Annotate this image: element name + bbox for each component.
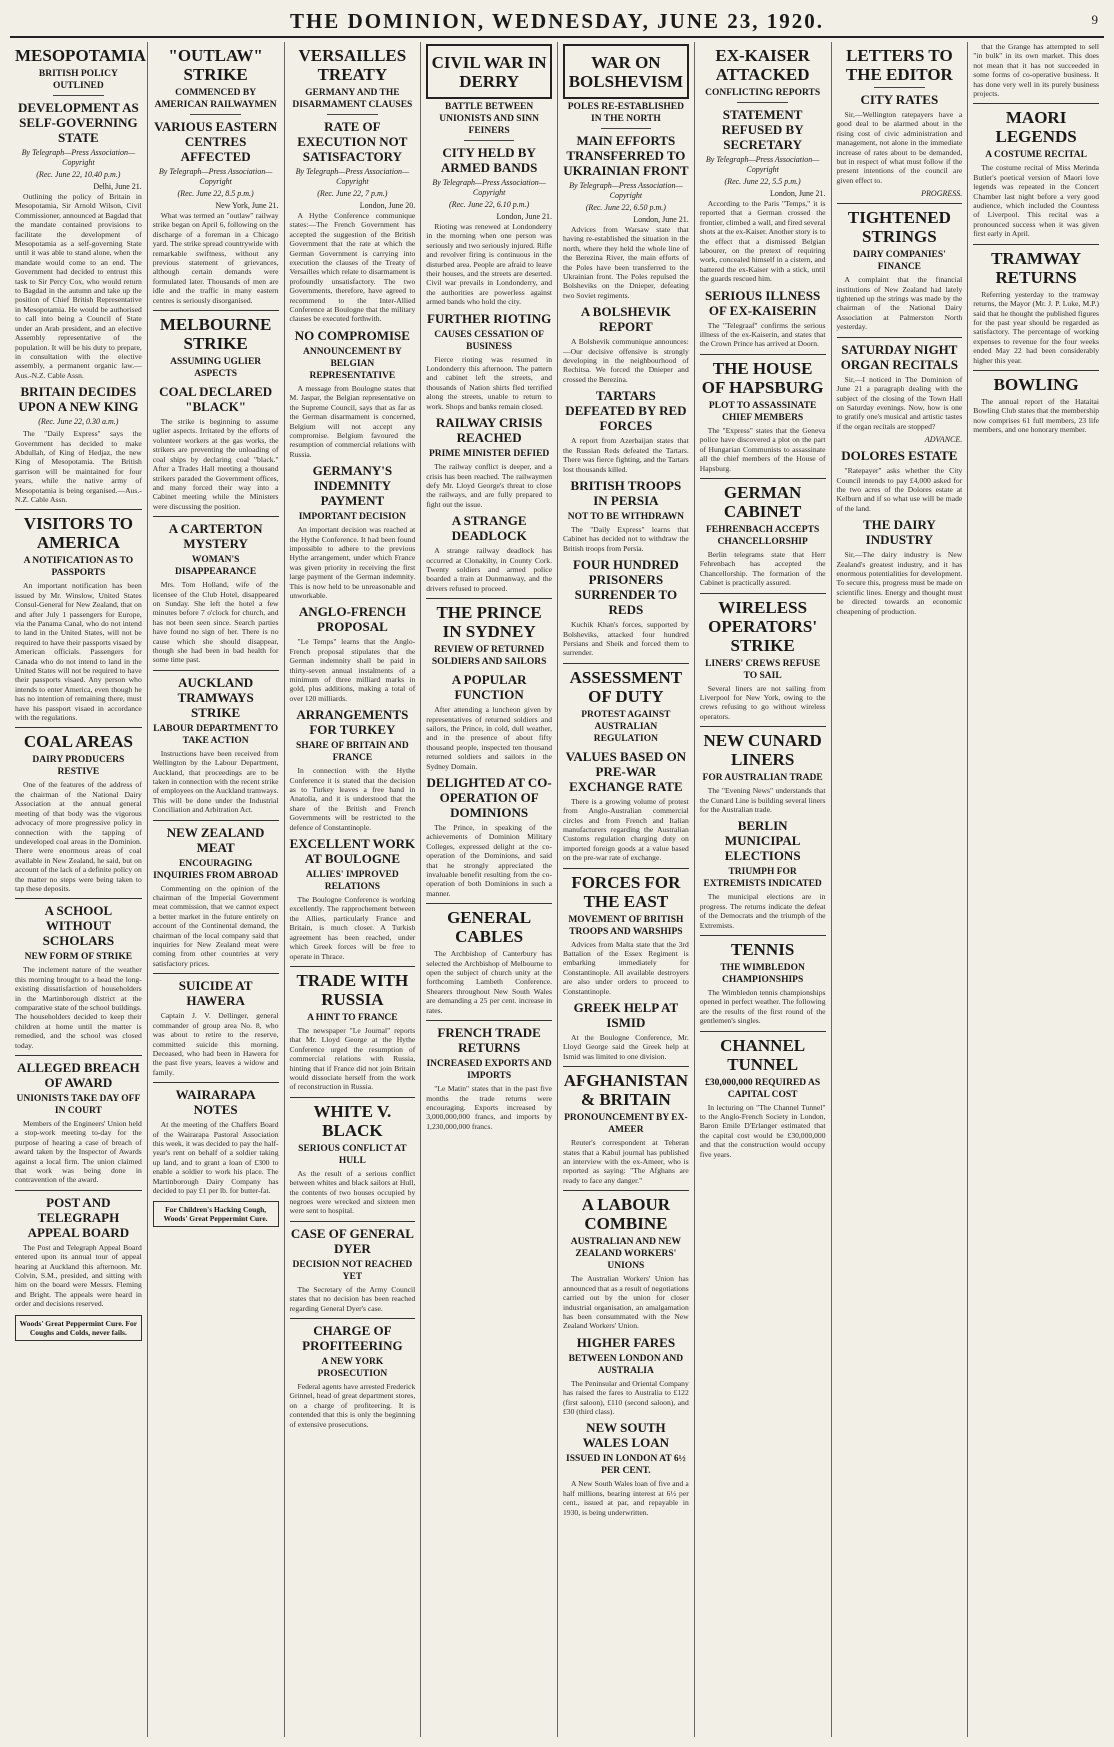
article-body: Advices from Warsaw state that having re-established the situation in the north, where they held the whole line of the Berezina River, the main efforts of the Poles have been transferred to the Ukrainian front. The Poles repulsed the Bolsheviks on the Dnieper, defeating two Soviet regiments. (563, 225, 689, 300)
article-body: The "Daily Express" learns that Cabinet has decided not to withdraw the British troops from Persia. (563, 524, 689, 553)
headline-mesopotamia: MESOPOTAMIA (15, 46, 146, 65)
divider (601, 128, 651, 129)
headline-channel-tunnel: CHANNEL TUNNEL (720, 1035, 806, 1074)
article-body: Kuchik Khan's forces, supported by Bolsheviks, attacked four hundred Persians and Sheik and forced them to surrender. (563, 620, 689, 658)
credit-line: By Telegraph—Press Association—Copyright (705, 155, 820, 174)
article-body: A strange railway deadlock has occurred at Clonakilty, in County Cork. Twenty soldiers and armed police boarded a train at Dunmanway, and the drivers refused to proceed. (426, 546, 552, 593)
divider (290, 1097, 416, 1098)
headline-cooperation-dominions: DELIGHTED AT CO-OPERATION OF DOMINIONS (426, 775, 552, 820)
subhead: GERMANY AND THE DISARMAMENT CLAUSES (292, 88, 413, 110)
divider (153, 516, 279, 517)
subhead: SERIOUS CONFLICT AT HULL (298, 1143, 407, 1166)
divider (563, 868, 689, 869)
divider (153, 820, 279, 821)
subhead: FOR AUSTRALIAN TRADE (702, 773, 823, 784)
headline-berlin-elections: BERLIN MUNICIPAL ELECTIONS (724, 818, 801, 864)
headline-nz-meat: NEW ZEALAND MEAT (166, 824, 265, 855)
headline-afghanistan: AFGHANISTAN & BRITAIN (563, 1071, 689, 1110)
credit-line: By Telegraph—Press Association—Copyright (295, 167, 410, 186)
subhead: A NOTIFICATION AS TO PASSPORTS (23, 556, 134, 579)
letter-body: Sir,—Wellington ratepayers have a good deal to be alarmed about in the rising cost of civic administration and management, not alone in the immediate increase of rates about to be demanded, but in respect of what must follow if the present intentions of the council are given effect to. (836, 110, 963, 185)
headline-tennis: TENNIS (730, 940, 795, 959)
received-time: (Rec. June 22, 6.50 p.m.) (585, 203, 666, 212)
headline-box (426, 44, 552, 99)
headline-tightened-strings: TIGHTENED STRINGS (847, 208, 951, 247)
headline-wireless-strike: WIRELESS OPERATORS' STRIKE (708, 597, 818, 655)
headline-four-hundred: FOUR HUNDRED PRISONERS SURRENDER TO REDS (572, 557, 679, 618)
received-time: (Rec. June 22, 7 p.m.) (317, 189, 388, 198)
subhead: POLES RE-ESTABLISHED IN THE NORTH (567, 102, 684, 124)
headline-box (563, 44, 689, 99)
headline-white-v-black: WHITE V. BLACK (313, 1101, 392, 1140)
headline-profiteering: CHARGE OF PROFITEERING (302, 1323, 403, 1353)
headline-german-cabinet: GERMAN CABINET (723, 482, 802, 521)
headline-school-without-scholars: A SCHOOL WITHOUT SCHOLARS (42, 903, 115, 949)
headline-bowling: BOWLING (993, 374, 1079, 394)
article-body: Referring yesterday to the tramway returns, the Mayor (Mr. J. P. Luke, M.P.) said that he thought the published figures for the past year should be regarded as satisfactory. The percentage of working expenses to revenue for the four weeks ended May 22 had been considerably higher this year. (973, 289, 1099, 365)
article-body: Fierce rioting was resumed in Londonderry this afternoon. The pattern and cabinet left the streets, and thousands of Nation shirts fled terrified along the streets, unable to return to work. Shops and banks remain closed. (426, 354, 552, 411)
subhead: COMMENCED BY AMERICAN RAILWAYMEN (154, 88, 277, 110)
dateline: London, June 21. (769, 189, 826, 198)
subheadline: RATE OF EXECUTION NOT SATISFACTORY (297, 119, 408, 164)
subheadline: COAL DECLARED "BLACK" (159, 384, 273, 415)
divider (290, 966, 416, 967)
received-time: (Rec. June 22, 0.30 a.m.) (38, 417, 119, 427)
headline-war-bolshevism: WAR ON BOLSHEVISM (568, 53, 684, 91)
received-time: (Rec. June 22, 5.5 p.m.) (724, 177, 801, 186)
subhead: £30,000,000 REQUIRED AS CAPITAL COST (705, 1077, 821, 1100)
divider (426, 1020, 552, 1021)
article-body: The Prince, in speaking of the achievements of Dominion Military Colleges, expressed delight at the co-operation of the Dominions, and said that he strongly appreciated the invaluable benefit resulting from the co-operation of both Dominions in such a manner. (426, 823, 552, 898)
letter-signature: ADVANCE. (924, 435, 963, 445)
received-time: (Rec. June 22, 10.40 p.m.) (36, 170, 121, 179)
article-body: According to the Paris "Temps," it is reported that a German crossed the frontier, climbed a wall, and fired several shots at the ex-Kaiser. Another story is to the effect that a dismissed Belgian labourer, on the pretext of requiring work, concealed himself in a cistern, and battered the ex-Kaiser with a stick, until the guards rescued him. (699, 199, 826, 284)
headline-no-compromise: NO COMPROMISE (294, 327, 410, 343)
headline-prince-sydney: THE PRINCE IN SYDNEY (436, 603, 542, 642)
headline-greek-help: GREEK HELP AT ISMID (573, 1000, 679, 1031)
divider (53, 95, 104, 96)
headline-bolshevik-report: A BOLSHEVIK REPORT (580, 304, 671, 335)
article-body: The "Telegraaf" confirms the serious illness of the ex-Kaiserin, and states that the Crown Prince has arrived at Doorn. (699, 320, 826, 349)
article-body: An important decision was reached at the Hythe Conference. It had been found impossible to adhere to the previous Hythe arrangement, under which France was given priority in receiving the first large payment of the German indemnity. This is now held to be unreasonable and unworkable. (289, 525, 416, 600)
subheadline: CITY HELD BY ARMED BANDS (440, 145, 538, 175)
subheadline: VALUES BASED ON PRE-WAR EXCHANGE RATE (565, 748, 687, 794)
headline-boulogne: EXCELLENT WORK AT BOULOGNE (289, 836, 416, 867)
subhead: PRIME MINISTER DEFIED (428, 449, 550, 460)
letter-body: Sir,—I noticed in The Dominion of June 21 a paragraph dealing with the subject of the closing of the Town Hall on Saturday evenings. Now, how is one to gratify one's musical and artistic tastes if the organ recitals are stopped? (836, 374, 963, 431)
headline-coal-areas: COAL AREAS (23, 732, 133, 752)
column-8 (967, 42, 1104, 1737)
headline-troops-persia: BRITISH TROOPS IN PERSIA (570, 477, 682, 508)
divider (700, 478, 826, 479)
headline-letters-editor: LETTERS TO THE EDITOR (845, 46, 953, 84)
article-body: A message from Boulogne states that M. Jaspar, the Belgian representative on the Supreme Council, says that as far as the German disarmament is concerned, Belgium will not accept any compromise. Belgium favoured the resumption of commercial relations with Russia. (289, 383, 416, 459)
dateline: London, June 21. (496, 212, 552, 221)
article-body: The inclement nature of the weather this morning brought to a head the long-existing dissatisfaction of householders in the Martinborough district at the comparative state of the school buildings. The householders decided to keep their children at home until the matter is remedied, and the school was closed today. (15, 965, 142, 1050)
column-3 (284, 42, 421, 1737)
article-body: What was termed an "outlaw" railway strike began on April 6, following on the discharge of a foreman in a Chicago yard. The strike spread countrywide with remarkable swiftness, without any previous statement of grievances, although certain demands were formulated later. Thousands of men are idle and the traffic in many eastern centres is seriously disorganised. (152, 211, 279, 305)
headline-new-king: BRITAIN DECIDES UPON A NEW KING (18, 384, 139, 415)
headline-strange-deadlock: A STRANGE DEADLOCK (451, 513, 527, 544)
advertisement: For Children's Hacking Cough, Woods' Great Peppermint Cure. (153, 1201, 279, 1227)
divider (563, 1066, 689, 1067)
article-body: One of the features of the address of the chairman of the National Dairy Association at the annual general meeting of that body was the vigorous advocacy of more progressive policy in connection with the tapping of undeveloped coal areas in the Dominion. There were enormous areas of coal available in New Zealand, he said, but on account of the lack of a definite policy on the matter no steps were being taken to tap these deposits. (15, 780, 142, 893)
dateline: Delhi, June 21. (93, 182, 142, 191)
subhead: ASSUMING UGLIER ASPECTS (170, 357, 262, 380)
headline-general-cables: GENERAL CABLES (447, 908, 532, 947)
subhead: DECISION NOT REACHED YET (292, 1259, 413, 1282)
divider (15, 727, 142, 728)
article-body: The Wimbledon tennis championships opened in perfect weather. The following are the results of the first round of the gentlemen's singles. (699, 988, 826, 1026)
article-body: An important notification has been issued by Mr. Winslow, United States Consul-General for New Zealand, that on and after July 1 passengers for Europe, via the Panama Canal, who do not intend to land in the United States, will not be required to have their passports visaed by American officials. Passengers for Canada who do not intend to land in the United States will not be required to have their passports visaed. Any person who intends to enter America, even though he has no intention of remaining there, must have his passport visaed in accordance with the regulations. (15, 581, 142, 723)
article-body: The annual report of the Hataitai Bowling Club states that the membership now comprises 61 full members, 23 life members, and one honorary member. (973, 396, 1099, 435)
column-6 (694, 42, 831, 1737)
headline-trade-russia: TRADE WITH RUSSIA (296, 970, 409, 1009)
headline-alleged-breach: ALLEGED BREACH OF AWARD (17, 1060, 140, 1090)
article-body: The newspaper "Le Journal" reports that Mr. Lloyd George at the Hythe Conference urged the resumption of commercial relations with Russia, hinting that if France did not join Britain would dissociate herself from the work of reconstruction in Russia. (289, 1025, 416, 1092)
subhead: A COSTUME RECITAL (985, 150, 1087, 161)
headline-post-telegraph: POST AND TELEGRAPH APPEAL BOARD (27, 1194, 130, 1240)
divider (700, 1031, 826, 1032)
column-7 (831, 42, 968, 1737)
article-body: In lecturing on "The Channel Tunnel" to the Anglo-French Society in London, Baron Emile D'Erlanger estimated that the capital cost would be £30,000,000 and that the construction would occupy five years. (699, 1102, 826, 1159)
headline-tramway-returns: TRAMWAY RETURNS (991, 248, 1082, 287)
article-body: Captain J. V. Dellinger, general commander of group area No. 8, who was about to retire to the reserve, committed suicide this morning. Deceased, who had been in Hawera for the past five years, leaves a widow and family. (152, 1011, 279, 1077)
article-body: The "Evening News" understands that the Cunard Line is building several liners for the Australian trade. (699, 786, 826, 814)
letter-body: "Ratepayer" asks whether the City Council intends to pay £4,000 asked for the two acres of the Dolores estate at Kelburn and if so what use will be made of the land. (836, 466, 963, 513)
subhead: CAUSES CESSATION OF BUSINESS (434, 329, 544, 352)
divider (190, 114, 240, 115)
divider (153, 310, 279, 311)
subhead: ANNOUNCEMENT BY BELGIAN REPRESENTATIVE (302, 346, 402, 381)
article-body: Reuter's correspondent at Teheran states that a Kabul journal has published an interview with the ex-Ameer, who is reported as saying: "The Afghans are ready to face any danger." (563, 1138, 689, 1185)
divider (327, 114, 377, 115)
divider (464, 140, 514, 141)
subheadline: STATEMENT REFUSED BY SECRETARY (721, 107, 804, 152)
article-body: A Bolshevik communique announces:—Our decisive offensive is strongly developing in the neighbourhood of Rechitsa. We forced the Dnieper and crossed the Berezina. (563, 337, 689, 384)
subheadline: VARIOUS EASTERN CENTRES AFFECTED (154, 119, 278, 164)
article-body: At the Boulogne Conference, Mr. Lloyd George said the Greek help at Ismid was limited to one division. (563, 1033, 689, 1061)
headline-versailles-treaty: VERSAILLES TREATY (298, 46, 407, 84)
article-body: Rioting was renewed at Londonderry in the morning when one person was seriously and two seriously injured. Rifle and revolver firing is continuous in the disturbed area. People are afraid to leave their houses, and the streets are deserted. Civil war prevails in Londonderry, and the authorities are powerless against armed bands who hold the city. (426, 222, 552, 307)
received-time: (Rec. June 22, 6.10 p.m.) (449, 200, 530, 209)
divider (700, 726, 826, 727)
headline-dolores-estate: DOLORES ESTATE (841, 448, 958, 464)
divider (973, 244, 1099, 245)
subhead: ENCOURAGING INQUIRIES FROM ABROAD (153, 858, 279, 881)
subhead: TRIUMPH FOR EXTREMISTS INDICATED (703, 867, 822, 890)
subhead: NEW FORM OF STRIKE (24, 952, 133, 963)
subhead: NOT TO BE WITHDRAWN (567, 511, 684, 522)
headline-hapsburg: THE HOUSE OF HAPSBURG (701, 358, 824, 397)
headline-dairy-industry: THE DAIRY INDUSTRY (862, 517, 936, 548)
article-body: A report from Azerbaijan states that the Russian Reds defeated the Tartars. There was fierce fighting, and the Tartars lost thousands killed. (563, 436, 689, 474)
article-body: "Le Temps" learns that the Anglo-French proposal stipulates that the German indemnity shall be paid in thirty-seven annual instalments of a minimum of three milliard marks in gold, plus additions, making a total of over 120 milliards. (289, 637, 416, 703)
article-body: A complaint that the financial institutions of New Zealand had lately tightened up the strings was made by the chairman of the National Dairy Association at Palmerston North yesterday. (836, 275, 963, 332)
article-body: The Peninsular and Oriental Company has raised the fares to Australia to £122 (first saloon), £110 (second saloon), and £30 (third class). (563, 1378, 689, 1416)
subhead: REVIEW OF RETURNED SOLDIERS AND SAILORS (431, 645, 547, 668)
column-5 (557, 42, 694, 1737)
article-body: There is a growing volume of protest from Anglo-Australian commercial circles and from French and Italian manufacturers regarding the Australian Customs regulation charging duty on imported foreign goods at a value based on the pre-war rate of exchange. (563, 796, 689, 863)
credit-line: By Telegraph—Press Association—Copyright (158, 167, 273, 186)
article-body: Outlining the policy of Britain in Mesopotamia, Sir Arnold Wilson, Civil Commissioner, announced at Bagdad that the mandate contained provisions to facilitate the development of Mesopotamia as a self-governing State until it was able to stand alone, when the mandate would come to an end. The Government had decided to entrust this task to Sir Percy Cox, who would return to Bagdad in the autumn and take up the position of Chief British Representative in Mesopotamia. He would be authorised to call into being a Council of State under an Arab president, and an elective Assembly representative of the population. It will be his duty to prepare, in consultation with the elective assembly, a permanent organic law.—Aus.-N.Z. Cable Assn. (15, 192, 142, 380)
masthead (10, 6, 1104, 38)
headline-city-rates: CITY RATES (860, 92, 939, 107)
subhead: A NEW YORK PROSECUTION (317, 1357, 388, 1379)
article-body: After attending a luncheon given by representatives of returned soldiers and sailors, the Prince, in cold, dull weather, and in the presence of about fifty thousand people, inspected ten thousand returned soldiers and sailors in the Sydney Domain. (426, 705, 552, 771)
subhead: PRONOUNCEMENT BY EX-AMEER (564, 1113, 688, 1136)
divider (15, 1190, 142, 1191)
headline-wairarapa-notes: WAIRARAPA NOTES (175, 1087, 256, 1118)
article-body: The Post and Telegraph Appeal Board entered upon its annual tour of appeal hearing at Auckland this afternoon. Mr. Colvin, S.M., presided, and sitting with him on the board were Messrs. Fleming and Bright. The appeals were heard in order and decisions reserved. (15, 1242, 142, 1309)
article-body: The "Daily Express" says the Government has decided to make Abdullah, of King of Hedjaz, the new King of Mesopotamia. The British garrison will be maintained for four years, while the native army of Mesopotamia is being organised.—Aus.-N.Z. Cable Assn. (15, 429, 142, 504)
column-2 (147, 42, 284, 1737)
headline-french-trade: FRENCH TRADE RETURNS (437, 1025, 541, 1056)
divider (837, 337, 963, 338)
subhead: WOMAN'S DISAPPEARANCE (174, 555, 257, 578)
headline-melbourne-strike: MELBOURNE STRIKE (159, 315, 272, 354)
divider (737, 102, 787, 103)
headline-railway-crisis: RAILWAY CRISIS REACHED (435, 415, 543, 446)
letter-body: Sir,—The dairy industry is New Zealand's greatest industry, and it has enormous potentialities for development. To secure this, progress must be made on scientific lines. Energy and thought must be directed towards an economic cheapening of production. (836, 550, 963, 616)
article-body: "Le Matin" states that in the past five months the trade returns were encouraging. Exports increased by 3,000,000,000 francs, and imports by 1,230,000,000 francs. (426, 1084, 552, 1131)
article-body: Several liners are not sailing from Liverpool for New York, owing to the crews refusing to go without wireless operators. (699, 683, 826, 721)
column-1 (10, 42, 147, 1737)
headline-visitors-america: VISITORS TO AMERICA (23, 514, 133, 553)
article-body: Berlin telegrams state that Herr Fehrenbach has accepted the Chancellorship. The formation of the Cabinet is practically assured. (699, 549, 826, 588)
article-body: In connection with the Hythe Conference it is stated that the decision as to Turkey leaves a free hand in Anatolia, and it is understood that the share of the British and French Governments will be restricted to the defence of Constantinople. (289, 766, 416, 832)
article-body: Instructions have been received from Wellington by the Labour Department, Auckland, that proceedings are to be taken in connection with the recent strike of employees on the Auckland tramways. This will be done under the Industrial Conciliation and Arbitration Act. (152, 748, 279, 815)
article-body: A Hythe Conference communique states:—The French Government has accepted the suggestion of the British Government that the rate at which the German Government is carrying into execution the clauses of the Treaty of Versailles which relate to disarmament is profoundly unsatisfactory. The two Governments, therefore, have agreed to recommend to the Inter-Allied Conference at Boulogne that the military clauses be executed forthwith. (289, 211, 416, 324)
subheadline: MAIN EFFORTS TRANSFERRED TO UKRAINIAN FRONT (563, 133, 689, 178)
headline-further-rioting: FURTHER RIOTING (427, 310, 552, 326)
article-body: Members of the Engineers' Union held a stop-work meeting to-day for the purpose of hearing a case of breach of award taken by the Inspector of Awards against a local firm. The union claimed that work was being done in contravention of the award. (15, 1119, 142, 1185)
subhead: PROTEST AGAINST AUSTRALIAN REGULATION (581, 709, 671, 744)
subhead: MOVEMENT OF BRITISH TROOPS AND WARSHIPS (568, 914, 684, 937)
masthead-title: THE DOMINION, WEDNESDAY, JUNE 23, 1920. (289, 8, 825, 33)
headline-anglo-french: ANGLO-FRENCH PROPOSAL (298, 604, 406, 635)
article-body: The Archbishop of Canterbury has selected the Archbishop of Melbourne to open the subject of church unity at the forthcoming Lambeth Conference. Shearers throughout New South Wales are demanding a 25 per cent. increase in rates. (426, 949, 552, 1015)
headline-carterton-mystery: A CARTERTON MYSTERY (168, 521, 263, 552)
subhead: DAIRY COMPANIES' FINANCE (852, 250, 946, 273)
subhead: CONFLICTING REPORTS (705, 88, 821, 98)
article-body: Commenting on the opinion of the chairman of the Imperial Government meat commission, that we cannot expect a better market in the future entirely on account of the Continental demand, the chairman of the local company said that inquiries for New Zealand meat were coming from other countries at very satisfactory prices. (152, 883, 279, 968)
credit-line: By Telegraph—Press Association—Copyright (432, 178, 546, 197)
subhead: ALLIES' IMPROVED RELATIONS (306, 870, 399, 893)
divider (15, 1055, 142, 1056)
article-body: The railway conflict is deeper, and a crisis has been reached. The railwaymen defy Mr. Lloyd George's threat to close the railways, and are fully prepared to fight out the issue. (426, 462, 552, 509)
article-body: The municipal elections are in progress. The returns indicate the defeat of the Democrats and the triumph of the Extremists. (699, 892, 826, 930)
subhead: A HINT TO FRANCE (307, 1012, 398, 1023)
article-body: A New South Wales loan of five and a half millions, bearing interest at 6½ per cent., issued at par, and repayable in 1930, is being underwritten. (563, 1479, 689, 1517)
page-number: 9 (1091, 12, 1098, 27)
divider (700, 354, 826, 355)
subhead: BATTLE BETWEEN UNIONISTS AND SINN FEINERS (439, 102, 540, 136)
divider (290, 1318, 416, 1319)
headline-maori-legends: MAORI LEGENDS (995, 108, 1077, 147)
subhead: ISSUED IN LONDON AT 6½ PER CENT. (566, 1454, 686, 1477)
subhead: LABOUR DEPARTMENT TO TAKE ACTION (153, 723, 279, 746)
divider (15, 898, 142, 899)
divider (153, 670, 279, 671)
headline-general-dyer: CASE OF GENERAL DYER (290, 1225, 414, 1256)
credit-line: By Telegraph—Press Association—Copyright (21, 148, 136, 167)
received-time: (Rec. June 22, 8.5 p.m.) (177, 189, 254, 198)
headline-higher-fares: HIGHER FARES (576, 1334, 676, 1350)
headline-assessment-duty: ASSESSMENT OF DUTY (569, 667, 683, 706)
article-body: that the Grange has attempted to sell "in bulk" in its own market. This does not mean that it has not succeeded in some forms of co-operative business. It has done very well in its purely business projects. (973, 42, 1099, 99)
subhead: DAIRY PRODUCERS RESTIVE (32, 755, 125, 778)
subheadline: A POPULAR FUNCTION (451, 672, 527, 703)
headline-auckland-tramways: AUCKLAND TRAMWAYS STRIKE (177, 674, 254, 720)
headline-organ-recitals: SATURDAY NIGHT ORGAN RECITALS (840, 341, 958, 372)
dateline: London, June 20. (359, 201, 416, 210)
subhead: AUSTRALIAN AND NEW ZEALAND WORKERS' UNIONS (570, 1237, 682, 1272)
subheadline: DEVELOPMENT AS SELF-GOVERNING STATE (17, 100, 139, 145)
subhead: PLOT TO ASSASSINATE CHIEF MEMBERS (708, 400, 817, 423)
divider (837, 203, 963, 204)
divider (15, 509, 142, 510)
article-body: At the meeting of the Chaffers Board of the Wairarapa Pastoral Association this week, it was decided to pay the half-year's rent on behalf of a soldier taking up land, and to grant a loan of £300 to enable a soldier to work his place. The Martinborough Dairy Company has decided to pay £1 per lb. for butter-fat. (152, 1120, 279, 1195)
columns (10, 42, 1104, 1737)
divider (700, 593, 826, 594)
subhead: BRITISH POLICY OUTLINED (38, 69, 118, 91)
subhead: SHARE OF BRITAIN AND FRANCE (296, 741, 409, 764)
article-body: Advices from Malta state that the 3rd Battalion of the Essex Regiment is embarking immediately for Constantinople. All available destroyers are also under orders to proceed to Constantinople. (563, 939, 689, 996)
article-body: The strike is beginning to assume uglier aspects. Irritated by the efforts of volunteer workers at the gas works, the strikers are preventing the unloading of coal ships by declaring coal "black." After a Trades Hall meeting a thousand strikers paraded the Government offices, and many forced their way into a Cabinet meeting while the Ministers were discussing the position. (152, 417, 279, 511)
dateline: London, June 21. (633, 215, 689, 224)
headline-tartars: TARTARS DEFEATED BY RED FORCES (565, 388, 687, 434)
article-body: Federal agents have arrested Frederick Grinnel, head of great department stores, on a charge of profiteering. It is contended that this is only the beginning of extensive prosecutions. (289, 1382, 416, 1429)
subhead: BETWEEN LONDON AND AUSTRALIA (568, 1353, 684, 1376)
article-body: The Australian Workers' Union has announced that as a result of negotiations carried out by the union for closer industrial organisation, an amalgamation has been consummated with the New Zealand Workers' Union. (563, 1274, 689, 1331)
divider (290, 1221, 416, 1222)
subhead: FEHRENBACH ACCEPTS CHANCELLORSHIP (706, 524, 820, 547)
advertisement: Woods' Great Peppermint Cure. For Coughs and Colds, never fails. (15, 1315, 142, 1341)
headline-turkey: ARRANGEMENTS FOR TURKEY (296, 707, 409, 738)
headline-outlaw-strike: "OUTLAW" STRIKE (168, 46, 263, 84)
headline-civil-war-derry: CIVIL WAR IN DERRY (431, 53, 547, 91)
column-4 (420, 42, 557, 1737)
article-body: The costume recital of Miss Merinda Butler's poetical version of Maori love legends was repeated in the Concert Chamber last night before a very good audience, which included the Countess of Liverpool. This recital was a pronounced success when it was given first early in April. (973, 163, 1099, 239)
headline-ex-kaiserin: SERIOUS ILLNESS OF EX-KAISERIN (705, 287, 821, 318)
letter-signature: PROGRESS. (921, 189, 963, 199)
divider (700, 935, 826, 936)
headline-forces-east: FORCES FOR THE EAST (571, 872, 681, 911)
article-body: Mrs. Tom Holland, wife of the licensee of the Club Hotel, disappeared on Sunday. She left the hotel a few minutes before 7 o'clock for church, and has not been seen since. Search parties have found no sign of her. There is no cause which she should disappear, though she had been in bad health for some time past. (152, 580, 279, 665)
headline-suicide-hawera: SUICIDE AT HAWERA (178, 978, 253, 1009)
headline-ex-kaiser: EX-KAISER ATTACKED (715, 46, 810, 84)
article-body: The Boulogne Conference is working excellently. The rapprochement between the Allies, particularly France and Britain, is much closer. A Turkish agreement has been reached, under which Greek forces will be free to operate in Thrace. (289, 895, 416, 961)
article-body: The "Express" states that the Geneva police have discovered a plot on the part of Hungarian Communists to assassinate all the chief members of the House of Hapsburg. (699, 425, 826, 473)
dateline: New York, June 21. (215, 201, 279, 210)
headline-cunard-liners: NEW CUNARD LINERS (703, 731, 822, 770)
divider (973, 103, 1099, 104)
divider (563, 663, 689, 664)
subhead: IMPORTANT DECISION (298, 512, 406, 523)
divider (426, 903, 552, 904)
headline-labour-combine: A LABOUR COMBINE (581, 1195, 671, 1234)
divider (426, 598, 552, 599)
article-body: As the result of a serious conflict between whites and black sailors at Hull, the contents of two houses occupied by negroes were wrecked and sixteen men were sent to hospital. (289, 1168, 416, 1216)
divider (874, 87, 924, 88)
article-body: The Secretary of the Army Council states that no decision has been reached regarding General Dyer's case. (289, 1284, 416, 1313)
credit-line: By Telegraph—Press Association—Copyright (569, 181, 683, 200)
divider (153, 1082, 279, 1083)
divider (153, 973, 279, 974)
headline-nsw-loan: NEW SOUTH WALES LOAN (582, 1420, 670, 1451)
subhead: INCREASED EXPORTS AND IMPORTS (426, 1059, 552, 1082)
divider (973, 370, 1099, 371)
subhead: UNIONISTS TAKE DAY OFF IN COURT (16, 1094, 141, 1116)
headline-indemnity: GERMANY'S INDEMNITY PAYMENT (312, 463, 393, 509)
subhead: LINERS' CREWS REFUSE TO SAIL (705, 658, 821, 681)
divider (563, 1190, 689, 1191)
subhead: THE WIMBLEDON CHAMPIONSHIPS (720, 963, 805, 985)
